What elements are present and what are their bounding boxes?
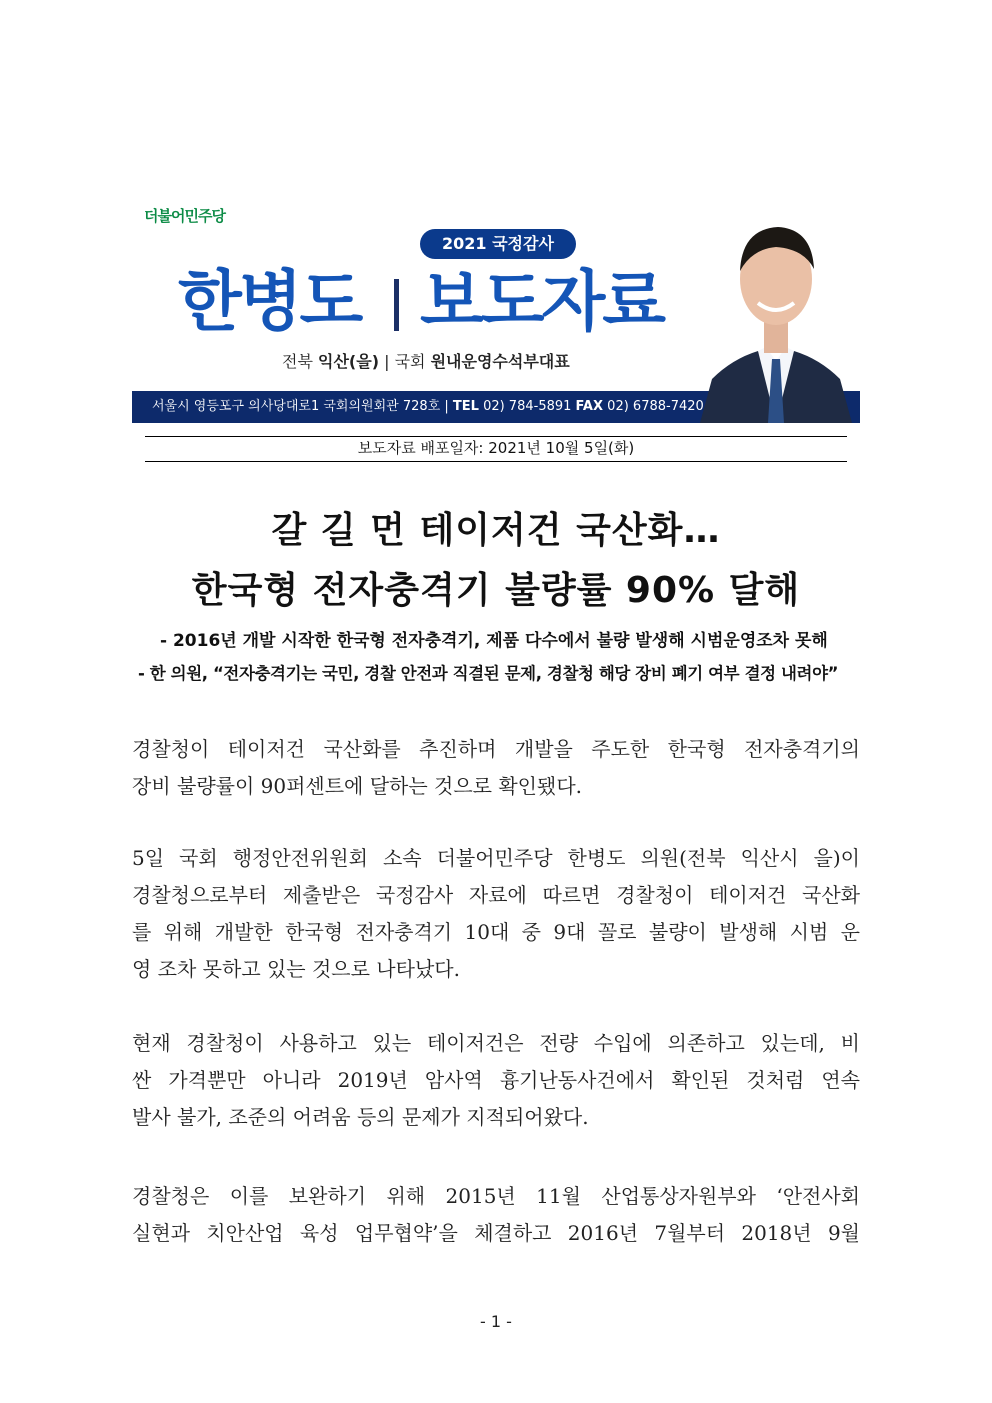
paragraph-1 xyxy=(132,731,860,805)
contact-bar: 서울시 영등포구 의사당대로1 국회의원회관 728호 | TEL 02) 784-5891 FAX 02) 6788-7420 xyxy=(132,391,860,423)
fax-number: 02) 6788-7420 xyxy=(607,399,704,414)
paragraph-4 xyxy=(132,1178,860,1252)
headline-line-2: 한국형 전자충격기 불량률 90% 달해 xyxy=(191,570,801,611)
paragraph-line: 발사 불가, 조준의 어려움 등의 문제가 지적되어왔다. xyxy=(132,1105,589,1129)
distribution-date: 보도자료 배포일자: 2021년 10월 5일(화) xyxy=(357,439,635,457)
party-logo: 더불어민주당 xyxy=(144,207,225,225)
paragraph-line: 경찰청은 이를 보완하기 위해 2015년 11월 산업통상자원부와 ‘안전사회 xyxy=(132,1184,860,1208)
subhead-2: - 한 의원, “전자충격기는 국민, 경찰 안전과 직결된 문제, 경찰청 해당 장비 폐기 여부 결정 내려야” xyxy=(138,664,839,683)
paragraph-line: 장비 불량률이 90퍼센트에 달하는 것으로 확인됐다. xyxy=(132,774,582,798)
paragraph-line: 현재 경찰청이 사용하고 있는 테이저건은 전량 수입에 의존하고 있는데, 비 xyxy=(132,1031,860,1055)
paragraph-line: 를 위해 개발한 한국형 전자충격기 10대 중 9대 꼴로 불량이 발생해 시범 운 xyxy=(132,920,860,944)
lawmaker-portrait xyxy=(692,199,860,423)
headline-line-1: 갈 길 먼 테이저건 국산화… xyxy=(271,510,721,551)
role-prefix: | 국회 xyxy=(384,352,426,371)
region: 익산(을) xyxy=(318,352,380,371)
paragraph-line: 영 조차 못하고 있는 것으로 나타났다. xyxy=(132,957,460,981)
role: 원내운영수석부대표 xyxy=(430,352,570,371)
page-number: - 1 - xyxy=(480,1312,512,1331)
title-divider xyxy=(394,279,399,331)
subhead-1: - 2016년 개발 시작한 한국형 전자충격기, 제품 다수에서 불량 발생해 시범운영조차 못해 xyxy=(160,631,828,651)
paragraph-line: 5일 국회 행정안전위원회 소속 더불어민주당 한병도 의원(전북 익산시 을)이 xyxy=(132,846,860,870)
lawmaker-position xyxy=(282,349,570,372)
fax-label: FAX xyxy=(575,399,604,414)
header-banner xyxy=(132,195,860,423)
office-address: 서울시 영등포구 의사당대로1 국회의원회관 728호 xyxy=(152,399,441,414)
paragraph-line: 싼 가격뿐만 아니라 2019년 암사역 흉기난동사건에서 확인된 것처럼 연속 xyxy=(132,1068,860,1092)
lawmaker-name: 한병도 xyxy=(178,263,361,340)
document-type: 보도자료 xyxy=(420,263,664,340)
event-badge: 2021 국정감사 xyxy=(420,229,576,259)
paragraph-2 xyxy=(132,840,860,988)
paragraph-line: 실현과 치안산업 육성 업무협약’을 체결하고 2016년 7월부터 2018년 9월 xyxy=(132,1221,860,1245)
paragraph-line: 경찰청으로부터 제출받은 국정감사 자료에 따르면 경찰청이 테이저건 국산화 xyxy=(132,883,860,907)
tel-label: TEL xyxy=(452,399,479,414)
paragraph-3 xyxy=(132,1025,860,1136)
tel-number: 02) 784-5891 xyxy=(483,399,572,414)
paragraph-line: 경찰청이 테이저건 국산화를 추진하며 개발을 주도한 한국형 전자충격기의 xyxy=(132,737,860,761)
region-prefix: 전북 xyxy=(282,352,313,371)
bottom-rule xyxy=(145,461,847,462)
